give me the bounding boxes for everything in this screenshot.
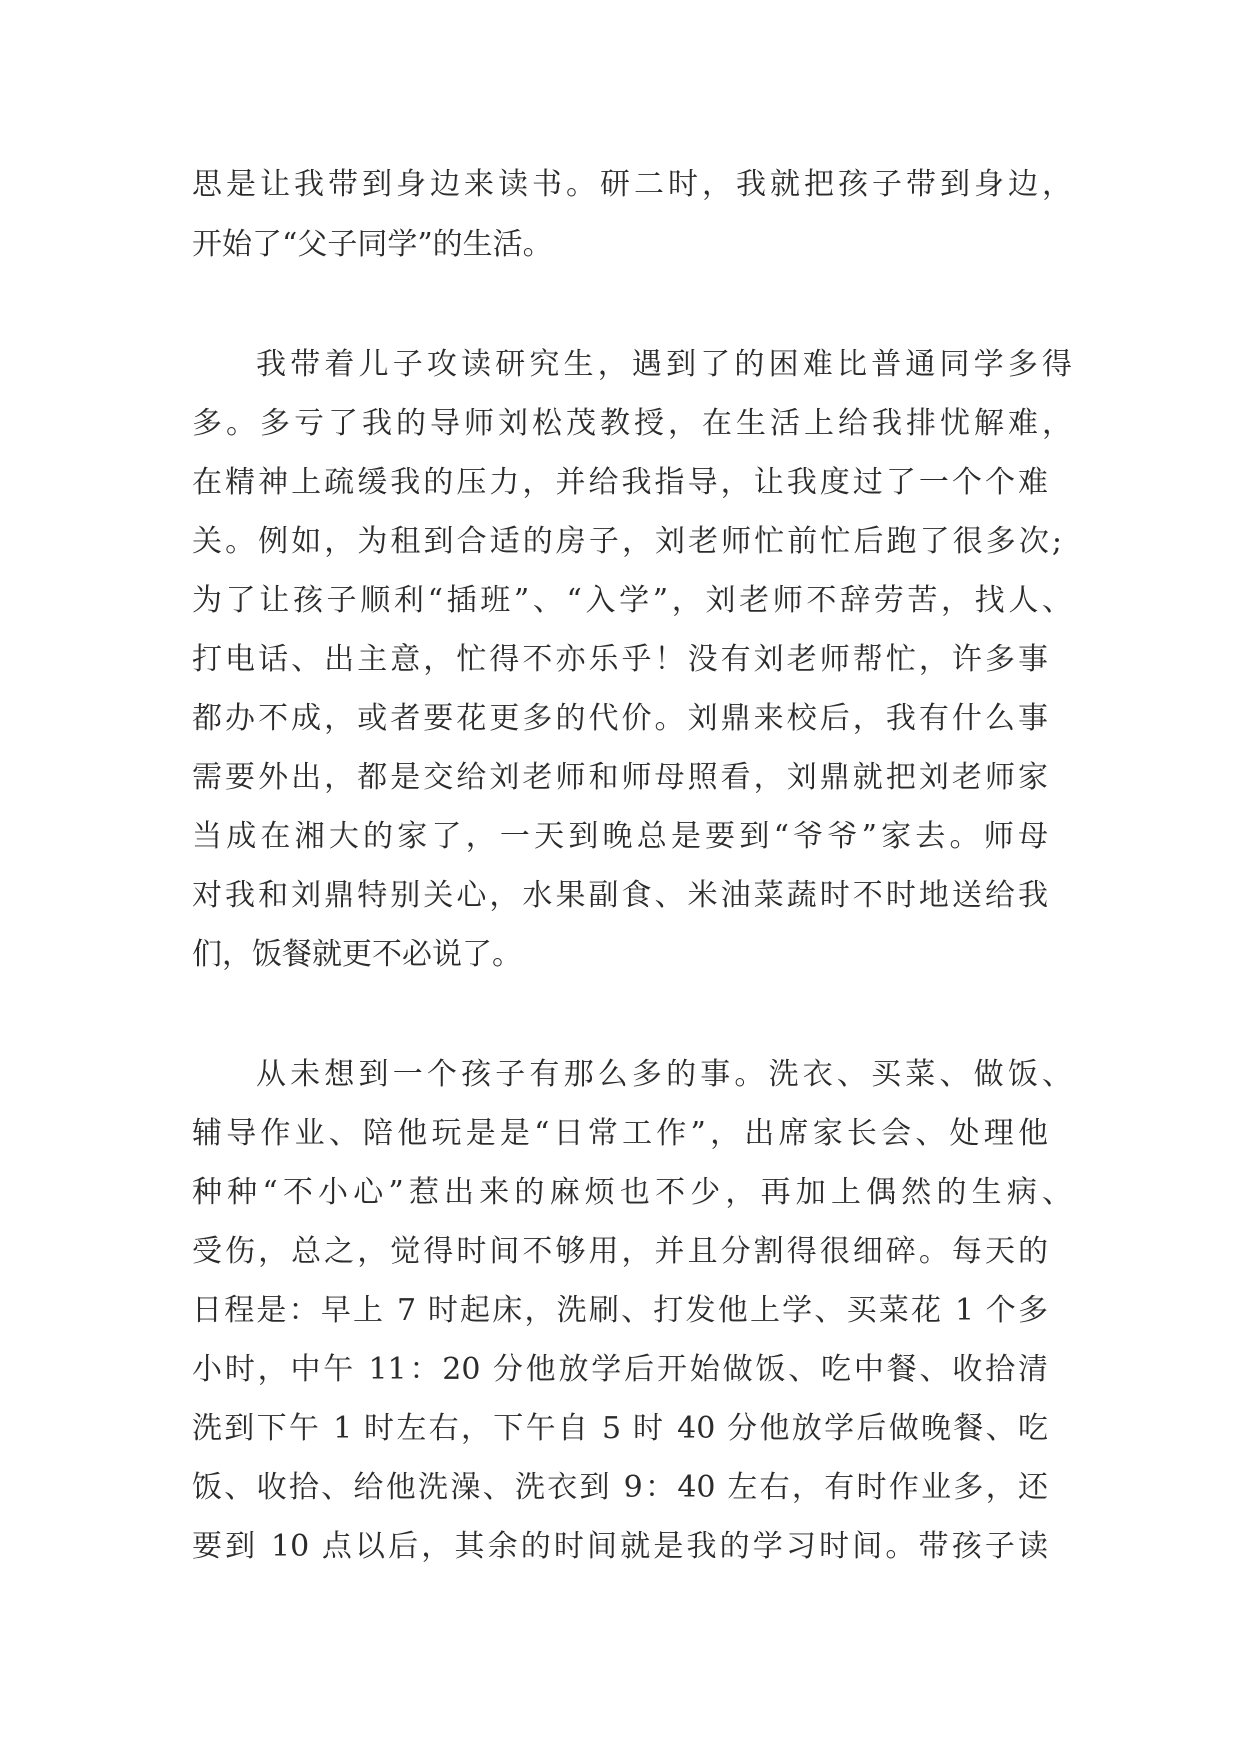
text-line: 需要外出，都是交给刘老师和师母照看，刘鼎就把刘老师家 <box>192 760 1048 795</box>
text-line: 受伤，总之，觉得时间不够用，并且分割得很细碎。每天的 <box>192 1234 1048 1269</box>
text-line: 们，饭餐就更不必说了。 <box>192 937 522 972</box>
text-line: 洗到下午 1 时左右，下午自 5 时 40 分他放学后做晚餐、吃 <box>192 1411 1048 1446</box>
text-line: 对我和刘鼎特别关心，水果副食、米油菜蔬时不时地送给我 <box>192 878 1048 913</box>
text-line: 多。多亏了我的导师刘松茂教授，在生活上给我排忧解难， <box>192 406 1072 441</box>
text-line: 打电话、出主意，忙得不亦乐乎！没有刘老师帮忙，许多事 <box>192 642 1048 677</box>
text-line: 当成在湘大的家了，一天到晚总是要到“爷爷”家去。师母 <box>192 819 1048 854</box>
text-line: 关。例如，为租到合适的房子，刘老师忙前忙后跑了很多次; <box>192 524 1062 559</box>
text-line: 小时，中午 11：20 分他放学后开始做饭、吃中餐、收拾清 <box>192 1352 1048 1387</box>
text-line: 都办不成，或者要花更多的代价。刘鼎来校后，我有什么事 <box>192 701 1048 736</box>
text-line: 要到 10 点以后，其余的时间就是我的学习时间。带孩子读 <box>192 1529 1048 1564</box>
text-line: 饭、收拾、给他洗澡、洗衣到 9：40 左右，有时作业多，还 <box>192 1470 1048 1505</box>
text-line: 种种“不小心”惹出来的麻烦也不少，再加上偶然的生病、 <box>192 1175 1072 1210</box>
text-line: 为了让孩子顺利“插班”、“入学”，刘老师不辞劳苦，找人、 <box>192 583 1072 618</box>
text-line: 开始了“父子同学”的生活。 <box>192 227 553 262</box>
text-line: 辅导作业、陪他玩是是“日常工作”，出席家长会、处理他 <box>192 1116 1048 1151</box>
text-line: 我带着儿子攻读研究生，遇到了的困难比普通同学多得 <box>256 347 1072 382</box>
text-line: 在精神上疏缓我的压力，并给我指导，让我度过了一个个难 <box>192 465 1048 500</box>
text-line: 从未想到一个孩子有那么多的事。洗衣、买菜、做饭、 <box>256 1057 1072 1092</box>
text-line: 思是让我带到身边来读书。研二时，我就把孩子带到身边， <box>192 167 1072 202</box>
text-line: 日程是：早上 7 时起床，洗刷、打发他上学、买菜花 1 个多 <box>192 1293 1048 1328</box>
